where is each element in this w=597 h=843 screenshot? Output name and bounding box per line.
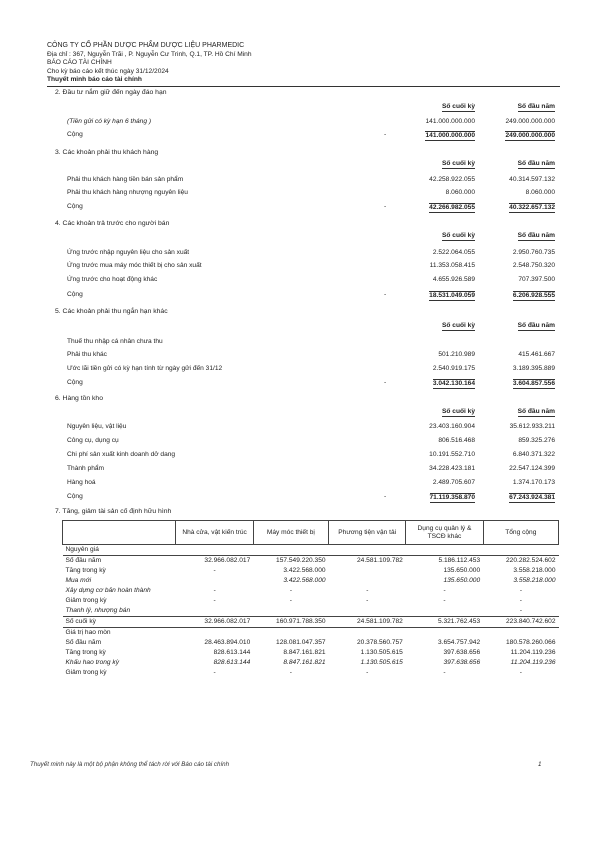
cell-value: 5.321.762.453 bbox=[406, 617, 483, 628]
cell-value: 3.558.218.000 bbox=[513, 567, 556, 575]
cell-value: 180.578.260.066 bbox=[505, 639, 556, 647]
value-begin: 6.206.928.555 bbox=[512, 292, 555, 299]
section-6-title: 6. Hàng tồn kho bbox=[55, 395, 103, 402]
cell-value: 28.463.894.010 bbox=[204, 639, 251, 647]
s2-total bbox=[67, 131, 555, 140]
value-begin: 35.612.933.211 bbox=[509, 423, 555, 430]
table-row bbox=[63, 586, 559, 596]
header-rule bbox=[47, 86, 560, 87]
value-begin: 1.374.170.173 bbox=[512, 479, 555, 486]
cell-value: 135.650.000 bbox=[443, 567, 481, 575]
table-row bbox=[63, 668, 559, 678]
cell-value: 32.966.082.017 bbox=[176, 556, 253, 567]
row-label: Ước lãi tiền gửi có kỳ hạn tính từ ngày gửi đến 31/12 bbox=[67, 365, 223, 372]
cell-value bbox=[406, 628, 483, 639]
s4-row-1 bbox=[67, 249, 555, 258]
s3-row-1 bbox=[67, 176, 555, 185]
fixed-assets-table bbox=[62, 520, 559, 678]
s5-row-2 bbox=[67, 351, 555, 360]
cell-value bbox=[483, 545, 558, 556]
cell-value: - bbox=[366, 669, 369, 677]
s5-row-3 bbox=[67, 365, 555, 374]
cell-value bbox=[253, 606, 328, 617]
table-row bbox=[63, 658, 559, 668]
value-begin: 707.397.500 bbox=[518, 276, 555, 283]
row-label: Khấu hao trong kỳ bbox=[65, 659, 120, 667]
cell-value: - bbox=[213, 587, 216, 595]
col-begin-header: Số đầu năm bbox=[517, 322, 555, 329]
cell-value: 3.558.218.000 bbox=[513, 577, 556, 585]
row-label: Xây dựng cơ bản hoàn thành bbox=[65, 587, 151, 595]
table-row bbox=[63, 606, 559, 617]
section-4-title: 4. Các khoản trả trước cho người bán bbox=[55, 220, 170, 227]
table-header-row bbox=[63, 521, 559, 545]
s6-total bbox=[67, 493, 555, 502]
row-label: Số đầu năm bbox=[65, 639, 102, 647]
s3-row-2 bbox=[67, 189, 555, 198]
header-equipment: Dụng cụ quản lý & TSCĐ khác bbox=[406, 521, 483, 545]
table-row bbox=[63, 596, 559, 606]
section-2-title: 2. Đầu tư nắm giữ đến ngày đáo hạn bbox=[55, 89, 167, 96]
s2-row-1 bbox=[67, 118, 555, 127]
row-label: Công cụ, dụng cụ bbox=[67, 437, 119, 444]
s5-column-headers bbox=[67, 322, 555, 331]
cell-value: - bbox=[366, 587, 369, 595]
header-blank bbox=[63, 521, 176, 545]
report-period: Cho kỳ báo cáo kết thúc ngày 31/12/2024 bbox=[47, 67, 169, 75]
s3-total bbox=[67, 203, 555, 212]
s2-column-headers bbox=[67, 103, 555, 112]
header-machinery: Máy móc thiết bị bbox=[253, 521, 328, 545]
row-label: Nguyên giá bbox=[65, 546, 99, 554]
row-label: Giá trị hao mòn bbox=[65, 629, 111, 637]
cell-value: 11.204.119.236 bbox=[510, 649, 556, 657]
s5-row-1 bbox=[67, 338, 555, 347]
value-begin: 67.243.924.381 bbox=[509, 494, 555, 501]
cell-value: 1.130.505.615 bbox=[360, 649, 403, 657]
cell-value: - bbox=[213, 669, 216, 677]
col-begin-header: Số đầu năm bbox=[517, 103, 555, 110]
cell-value: 3.654.757.942 bbox=[437, 639, 481, 647]
row-label: Chi phí sản xuất kinh doanh dở dang bbox=[67, 451, 176, 458]
cell-value: - bbox=[519, 607, 522, 615]
row-label: Thanh lý, nhượng bán bbox=[65, 607, 131, 615]
company-name: CÔNG TY CỔ PHẦN DƯỢC PHẨM DƯỢC LIỆU PHARMEDIC bbox=[47, 42, 245, 49]
footer-note: Thuyết minh này là một bộ phận không thể tách rời với Báo cáo tài chính bbox=[30, 761, 230, 768]
row-label: Số cuối kỳ bbox=[63, 617, 176, 628]
value-end: 34.228.423.181 bbox=[429, 465, 475, 472]
cell-value: - bbox=[519, 587, 522, 595]
row-label: Cộng bbox=[67, 203, 83, 210]
cell-value: 32.966.082.017 bbox=[176, 617, 253, 628]
cell-value: 220.282.524.602 bbox=[483, 556, 558, 567]
value-begin: 249.000.000.000 bbox=[505, 118, 555, 125]
row-label: Cộng bbox=[67, 493, 83, 500]
cell-value: - bbox=[443, 597, 446, 605]
section-7-title: 7. Tăng, giảm tài sản cố định hữu hình bbox=[55, 508, 172, 515]
row-label: Ứng trước nhập nguyên liệu cho sản xuất bbox=[67, 249, 190, 256]
table-row bbox=[63, 545, 559, 556]
value-begin: 40.322.657.132 bbox=[509, 204, 555, 211]
s4-column-headers bbox=[67, 232, 555, 241]
col-begin-header: Số đầu năm bbox=[517, 160, 555, 167]
cell-value: 8.847.161.821 bbox=[283, 649, 326, 657]
header-buildings: Nhà cửa, vật kiến trúc bbox=[176, 521, 253, 545]
cell-value bbox=[329, 606, 406, 617]
cell-value: 397.638.656 bbox=[443, 659, 481, 667]
value-begin: 3.604.857.556 bbox=[512, 380, 555, 387]
col-begin-header: Số đầu năm bbox=[517, 232, 555, 239]
cell-value: - bbox=[366, 597, 369, 605]
row-label: Tăng trong kỳ bbox=[65, 567, 106, 575]
cell-value bbox=[176, 606, 253, 617]
value-end: 2.489.705.607 bbox=[432, 479, 475, 486]
cell-value: - bbox=[289, 597, 292, 605]
row-label: Thuế thu nhập cá nhân chưa thu bbox=[67, 338, 163, 345]
cell-value bbox=[329, 566, 406, 576]
cell-value bbox=[253, 545, 328, 556]
cell-value: - bbox=[213, 567, 216, 575]
row-label: Giảm trong kỳ bbox=[65, 597, 107, 605]
header-vehicles: Phương tiện vận tải bbox=[329, 521, 406, 545]
cell-value: 5.186.112.453 bbox=[406, 556, 483, 567]
table-row bbox=[63, 566, 559, 576]
value-end: 501.210.989 bbox=[438, 351, 475, 358]
cell-value: - bbox=[289, 669, 292, 677]
value-end: 806.516.468 bbox=[438, 437, 475, 444]
value-end: 42.266.982.055 bbox=[429, 204, 475, 211]
col-end-header: Số cuối kỳ bbox=[442, 103, 475, 110]
row-label: Mua mới bbox=[65, 577, 92, 585]
cell-value bbox=[176, 545, 253, 556]
value-begin: 3.189.395.889 bbox=[512, 365, 555, 372]
cell-value: 223.840.742.602 bbox=[483, 617, 558, 628]
cell-value: 157.549.220.350 bbox=[253, 556, 328, 567]
value-end: 11.353.058.415 bbox=[429, 262, 475, 269]
row-label: Phải thu khác bbox=[67, 351, 107, 358]
table-row bbox=[63, 638, 559, 648]
col-begin-header: Số đầu năm bbox=[517, 408, 555, 415]
value-end: 4.655.926.589 bbox=[432, 276, 475, 283]
value-end: 10.191.552.710 bbox=[429, 451, 475, 458]
row-label: Phải thu khách hàng tiền bán sản phẩm bbox=[67, 176, 184, 183]
s4-row-2 bbox=[67, 262, 555, 271]
cell-value: 24.581.109.782 bbox=[329, 617, 406, 628]
table-row bbox=[63, 648, 559, 658]
cell-value: - bbox=[289, 587, 292, 595]
col-end-header: Số cuối kỳ bbox=[442, 408, 475, 415]
row-label: Nguyên liệu, vật liệu bbox=[67, 423, 127, 430]
cell-value: 828.613.144 bbox=[213, 659, 251, 667]
value-end: 141.000.000.000 bbox=[425, 132, 475, 139]
cell-value bbox=[406, 606, 483, 617]
section-5-title: 5. Các khoản phải thu ngắn hạn khác bbox=[55, 308, 168, 315]
s6-row-1 bbox=[67, 423, 555, 432]
cell-value bbox=[329, 628, 406, 639]
cell-value bbox=[329, 576, 406, 586]
cell-value bbox=[483, 628, 558, 639]
value-begin: 6.840.371.322 bbox=[512, 451, 555, 458]
cell-value: - bbox=[443, 669, 446, 677]
section-3-title: 3. Các khoản phải thu khách hàng bbox=[55, 149, 159, 156]
value-begin: 2.548.750.320 bbox=[512, 262, 555, 269]
value-end: 23.403.160.904 bbox=[429, 423, 475, 430]
header-total: Tổng cộng bbox=[483, 521, 558, 545]
s5-total bbox=[67, 379, 555, 388]
value-end: 3.042.130.164 bbox=[432, 380, 475, 387]
cell-value bbox=[176, 628, 253, 639]
value-begin: 22.547.124.399 bbox=[509, 465, 555, 472]
dash: - bbox=[384, 493, 387, 500]
value-begin: 415.461.667 bbox=[518, 351, 555, 358]
cell-value: - bbox=[443, 587, 446, 595]
row-label: Ứng trước mua máy móc thiết bị cho sản xuất bbox=[67, 262, 202, 269]
cell-value: - bbox=[519, 597, 522, 605]
row-label: Ứng trước cho hoạt động khác bbox=[67, 276, 158, 283]
dash: - bbox=[384, 131, 387, 138]
value-begin: 249.000.000.000 bbox=[505, 132, 555, 139]
cell-value: 8.847.161.821 bbox=[283, 659, 326, 667]
row-label: Thành phẩm bbox=[67, 465, 105, 472]
value-end: 18.531.049.059 bbox=[429, 292, 475, 299]
cell-value: 397.638.656 bbox=[443, 649, 481, 657]
cell-value: 1.130.505.615 bbox=[360, 659, 403, 667]
cell-value: 3.422.568.000 bbox=[283, 577, 326, 585]
table-row bbox=[63, 556, 559, 567]
s4-total bbox=[67, 291, 555, 300]
s3-column-headers bbox=[67, 160, 555, 169]
cell-value bbox=[176, 576, 253, 586]
cell-value: 20.378.560.757 bbox=[357, 639, 403, 647]
s4-row-3 bbox=[67, 276, 555, 285]
dash: - bbox=[384, 203, 387, 210]
cell-value: 3.422.568.000 bbox=[283, 567, 326, 575]
dash: - bbox=[384, 379, 387, 386]
row-label: Cộng bbox=[67, 291, 83, 298]
table-row bbox=[63, 576, 559, 586]
value-begin: 40.314.597.132 bbox=[509, 176, 555, 183]
document-header bbox=[47, 42, 252, 85]
row-label: Phải thu khách hàng nhượng nguyên liệu bbox=[67, 189, 188, 196]
report-title: BÁO CÁO TÀI CHÍNH bbox=[47, 59, 112, 67]
col-end-header: Số cuối kỳ bbox=[442, 232, 475, 239]
s6-row-4 bbox=[67, 465, 555, 474]
cell-value bbox=[253, 628, 328, 639]
row-label: Hàng hoá bbox=[67, 479, 96, 486]
table-row bbox=[63, 628, 559, 639]
cell-value: 135.650.000 bbox=[443, 577, 481, 585]
s6-row-2 bbox=[67, 437, 555, 446]
cell-value: 160.971.788.350 bbox=[253, 617, 328, 628]
value-begin: 2.950.760.735 bbox=[512, 249, 555, 256]
company-address: Địa chỉ : 367, Nguyễn Trãi , P. Nguyễn Cư Trinh, Q.1, TP. Hồ Chí Minh bbox=[47, 50, 252, 58]
value-end: 42.258.922.055 bbox=[429, 176, 475, 183]
value-end: 2.522.064.055 bbox=[432, 249, 475, 256]
notes-title: Thuyết minh báo cáo tài chính bbox=[47, 76, 142, 84]
s6-row-5 bbox=[67, 479, 555, 488]
col-end-header: Số cuối kỳ bbox=[442, 322, 475, 329]
row-label: (Tiền gửi có kỳ hạn 6 tháng ) bbox=[67, 118, 152, 125]
row-label: Số đầu năm bbox=[63, 556, 176, 567]
cell-value: 128.081.047.357 bbox=[276, 639, 326, 647]
table-row bbox=[63, 617, 559, 628]
cell-value: 828.613.144 bbox=[213, 649, 251, 657]
row-label: Tăng trong kỳ bbox=[65, 649, 106, 657]
col-end-header: Số cuối kỳ bbox=[442, 160, 475, 167]
row-label: Giảm trong kỳ bbox=[65, 669, 107, 677]
cell-value: 11.204.119.236 bbox=[510, 659, 556, 667]
cell-value bbox=[329, 545, 406, 556]
row-label: Cộng bbox=[67, 379, 83, 386]
s6-column-headers bbox=[67, 408, 555, 417]
cell-value: - bbox=[213, 597, 216, 605]
value-end: 8.060.000 bbox=[445, 189, 475, 196]
value-end: 71.119.358.870 bbox=[429, 494, 475, 501]
value-begin: 859.325.276 bbox=[518, 437, 555, 444]
value-end: 2.540.919.175 bbox=[432, 365, 475, 372]
dash: - bbox=[384, 291, 387, 298]
row-label: Cộng bbox=[67, 131, 83, 138]
value-end: 141.000.000.000 bbox=[425, 118, 475, 125]
cell-value: 24.581.109.782 bbox=[329, 556, 406, 567]
page-number: 1 bbox=[538, 761, 542, 768]
value-begin: 8.060.000 bbox=[525, 189, 555, 196]
cell-value bbox=[406, 545, 483, 556]
cell-value: - bbox=[519, 669, 522, 677]
s6-row-3 bbox=[67, 451, 555, 460]
